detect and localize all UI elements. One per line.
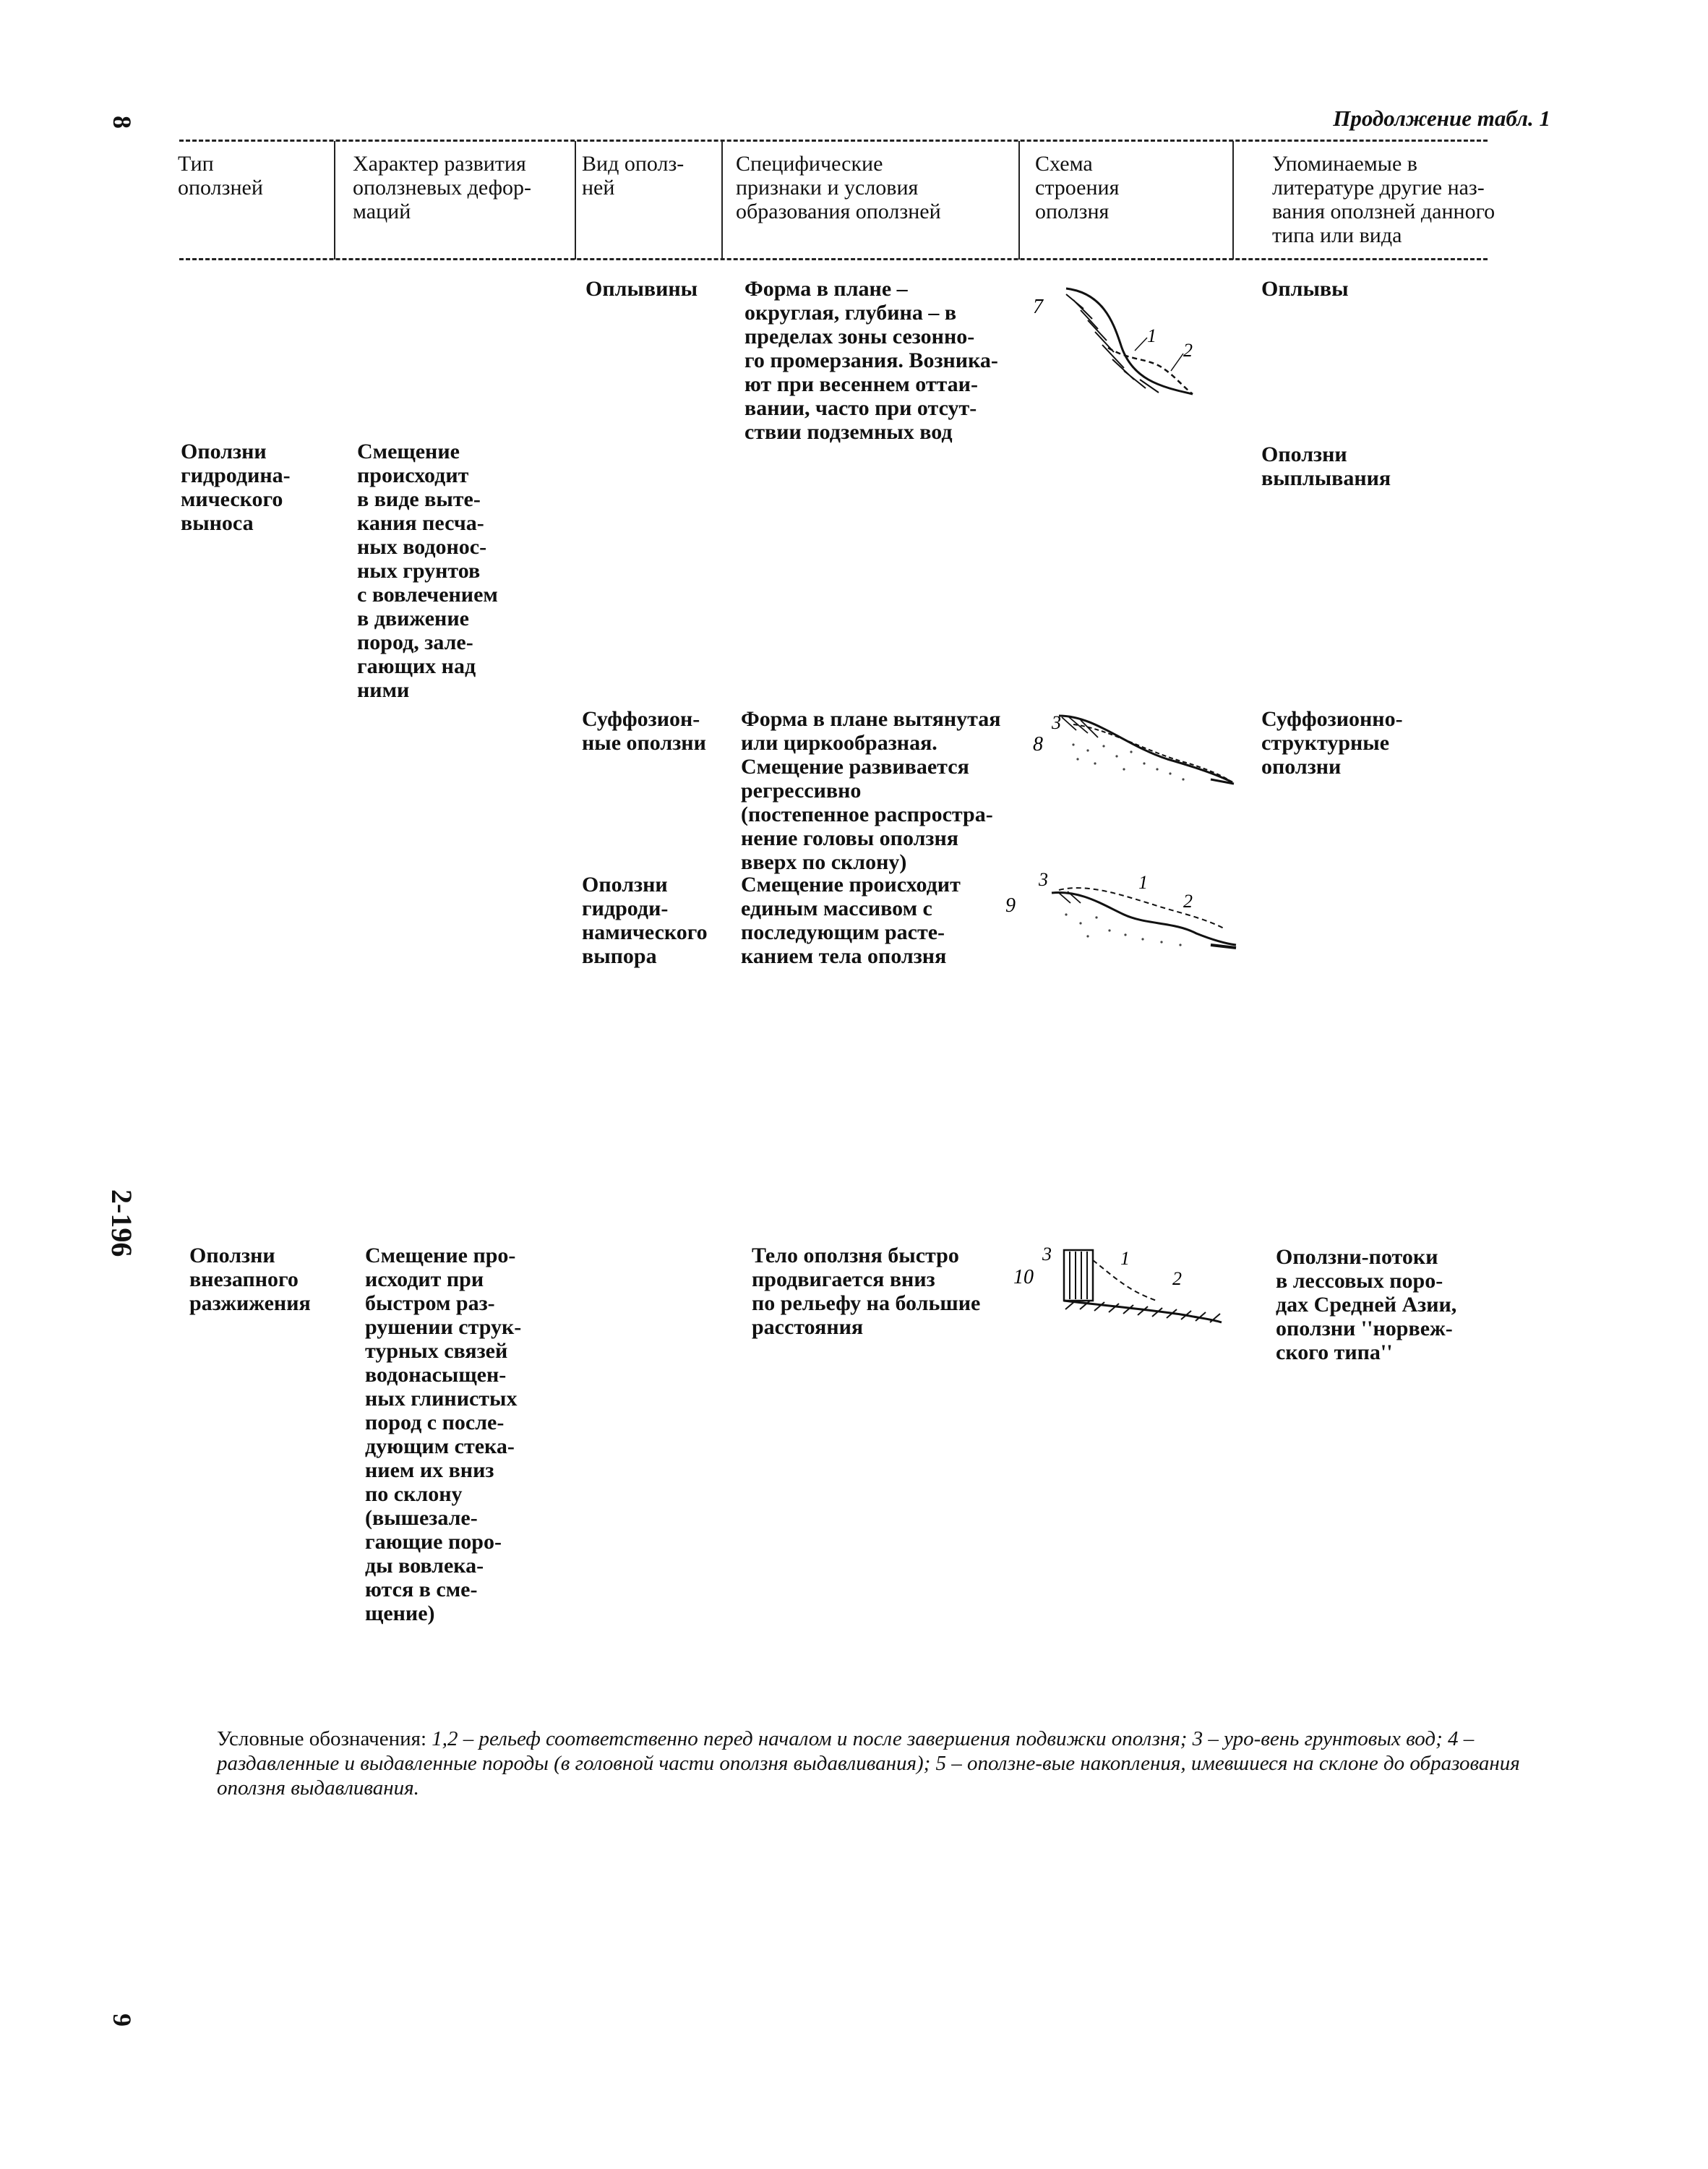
scheme-label-2: 2 <box>1172 1268 1182 1289</box>
scheme-number-label: 9 <box>1005 894 1016 917</box>
sand-texture <box>1065 913 1181 946</box>
scheme-label-1: 1 <box>1120 1248 1130 1269</box>
header-scheme: Схема строения оползня <box>1035 152 1120 223</box>
row2-kind: Суффозион- ные оползни <box>582 707 706 755</box>
group2-type: Оползни внезапного разжижения <box>189 1244 311 1315</box>
column-divider <box>1018 141 1020 260</box>
column-divider <box>334 141 335 260</box>
scheme-label-3: 3 <box>1039 869 1048 890</box>
header-kind: Вид ополз- ней <box>582 152 685 200</box>
scheme-number-label: 7 <box>1033 296 1043 318</box>
row3-features: Смещение происходит единым массивом с последующим расте- канием тела оползня <box>741 873 961 968</box>
group1-type: Оползни гидродина- мического выноса <box>181 440 291 535</box>
sheet-code: 2-196 <box>106 1189 138 1257</box>
scheme-9-diagram <box>1001 864 1240 972</box>
group2-features: Тело оползня быстро продвигается вниз по рельефу на большие расстояния <box>752 1244 981 1339</box>
legend-text: 1,2 – рельеф соответственно перед началом и после завершения подвижки оползня; 3 – уро-вень грунтовых вод; 4 – раздавленные и выдавленные породы (в головной части оползня выдавливания); 5 – оползне-вые накопления, имевшиеся на склоне до образования оползня выдавливания. <box>217 1727 1520 1800</box>
scheme-8-diagram <box>1023 694 1240 803</box>
row1-features: Форма в плане – округлая, глубина – в пределах зоны сезонно- го промерзания. Возника- ют при весеннем оттаи- вании, часто при отсут- ствии подземных вод <box>744 277 998 444</box>
scheme-label-2: 2 <box>1183 340 1193 361</box>
page-number-top: 8 <box>108 116 137 129</box>
scheme-label-3: 3 <box>1052 712 1061 733</box>
scheme-label-2: 2 <box>1183 891 1193 912</box>
column-divider <box>575 141 576 260</box>
header-other-names: Упоминаемые в литературе другие наз- вания оползней данного типа или вида <box>1272 152 1495 247</box>
table-top-rule <box>179 140 1488 142</box>
scheme-number-label: 10 <box>1013 1266 1034 1288</box>
scheme-label-3: 3 <box>1042 1244 1052 1265</box>
row1-other-name: Оплывы <box>1261 277 1349 301</box>
page-number-bottom: 9 <box>108 2014 137 2027</box>
legend <box>217 1727 1576 1800</box>
group2-other-name: Оползни-потоки в лессовых поро- дах Средней Азии, оползни ''норвеж- ского типа'' <box>1276 1245 1457 1364</box>
sand-texture <box>1072 743 1184 780</box>
header-type: Тип оползней <box>178 152 263 200</box>
column-divider <box>1232 141 1234 260</box>
row2-other-name: Суффозионно- структурные оползни <box>1261 707 1403 779</box>
header-character: Характер развития оползневых дефор- маций <box>353 152 532 223</box>
row2-features: Форма в плане вытянутая или циркообразная. Смещение развивается регрессивно (постепенное распростра- нение головы оползня вверх по склону) <box>741 707 1001 874</box>
legend-lead: Условные обозначения: <box>217 1727 427 1750</box>
scheme-label-1: 1 <box>1147 325 1156 346</box>
header-features: Специфические признаки и условия образования оползней <box>736 152 941 223</box>
column-divider <box>721 141 723 260</box>
scheme-7-diagram <box>1023 278 1240 416</box>
scheme-number-label: 8 <box>1033 733 1043 756</box>
group1-character: Смещение происходит в виде выте- кания песча- ных водонос- ных грунтов с вовлечением в движение пород, зале- гающих над ними <box>357 440 498 702</box>
table-continuation-caption: Продолжение табл. 1 <box>1333 106 1550 131</box>
group1-other-name: Оползни выплывания <box>1261 442 1391 490</box>
table-header-rule <box>179 258 1488 260</box>
row3-kind: Оползни гидроди- намического выпора <box>582 873 708 968</box>
scheme-label-1: 1 <box>1138 872 1148 893</box>
row1-kind: Оплывины <box>585 277 698 301</box>
group2-character: Смещение про- исходит при быстром раз- рушении струк- турных связей водонасыщен- ных глинистых пород с после- дующим стека- нием их вниз по склону (вышезале- гающие поро- ды вовлека- ются в сме- щение) <box>365 1244 522 1625</box>
scheme-10-diagram <box>1005 1240 1236 1348</box>
